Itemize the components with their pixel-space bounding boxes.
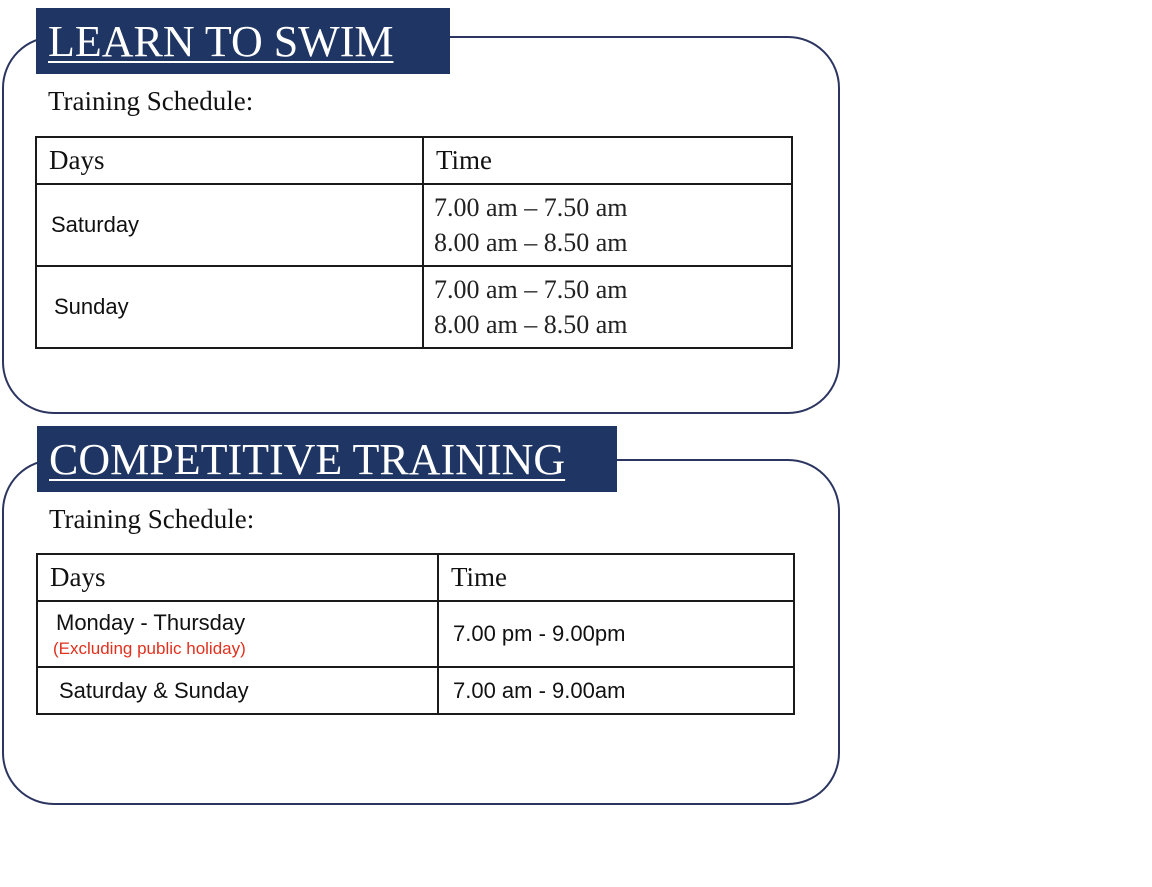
learn-to-swim-title: LEARN TO SWIM: [48, 17, 394, 66]
time-slot: 8.00 am – 8.50 am: [434, 228, 628, 257]
day-cell: [36, 266, 423, 348]
time-cell: [438, 667, 794, 714]
days-header: Days: [37, 554, 438, 601]
learn-to-swim-banner: [36, 8, 450, 74]
time-cell: [423, 184, 792, 266]
time-slot: 7.00 am – 7.50 am: [434, 193, 628, 222]
day-label: Sunday: [54, 294, 129, 319]
time-slot: 7.00 am - 9.00am: [453, 677, 626, 703]
time-cell: [423, 266, 792, 348]
table-header-row: [36, 137, 792, 184]
days-header: Days: [36, 137, 423, 184]
time-slot: 7.00 am – 7.50 am: [434, 275, 628, 304]
table-row: [36, 184, 792, 266]
time-header: Time: [423, 137, 792, 184]
competitive-training-schedule-table: [36, 553, 795, 715]
time-slot: 7.00 pm - 9.00pm: [453, 621, 626, 646]
time-header: Time: [438, 554, 794, 601]
table-row: [37, 667, 794, 714]
day-cell: [36, 184, 423, 266]
competitive-training-title: COMPETITIVE TRAINING: [49, 435, 566, 484]
table-header-row: [37, 554, 794, 601]
day-cell: [37, 601, 438, 667]
day-label: Saturday: [51, 212, 140, 237]
table-row: [37, 601, 794, 667]
exclusion-note: (Excluding public holiday): [53, 638, 246, 658]
time-slot: 8.00 am – 8.50 am: [434, 310, 628, 339]
day-label: Monday - Thursday: [56, 609, 246, 635]
learn-to-swim-schedule-table: [35, 136, 793, 349]
day-label: Saturday & Sunday: [59, 677, 249, 703]
table-row: [36, 266, 792, 348]
learn-to-swim-subtitle: Training Schedule:: [48, 86, 254, 116]
competitive-training-subtitle: Training Schedule:: [49, 504, 255, 534]
day-cell: [37, 667, 438, 714]
competitive-training-banner: [37, 426, 617, 492]
time-cell: [438, 601, 794, 667]
